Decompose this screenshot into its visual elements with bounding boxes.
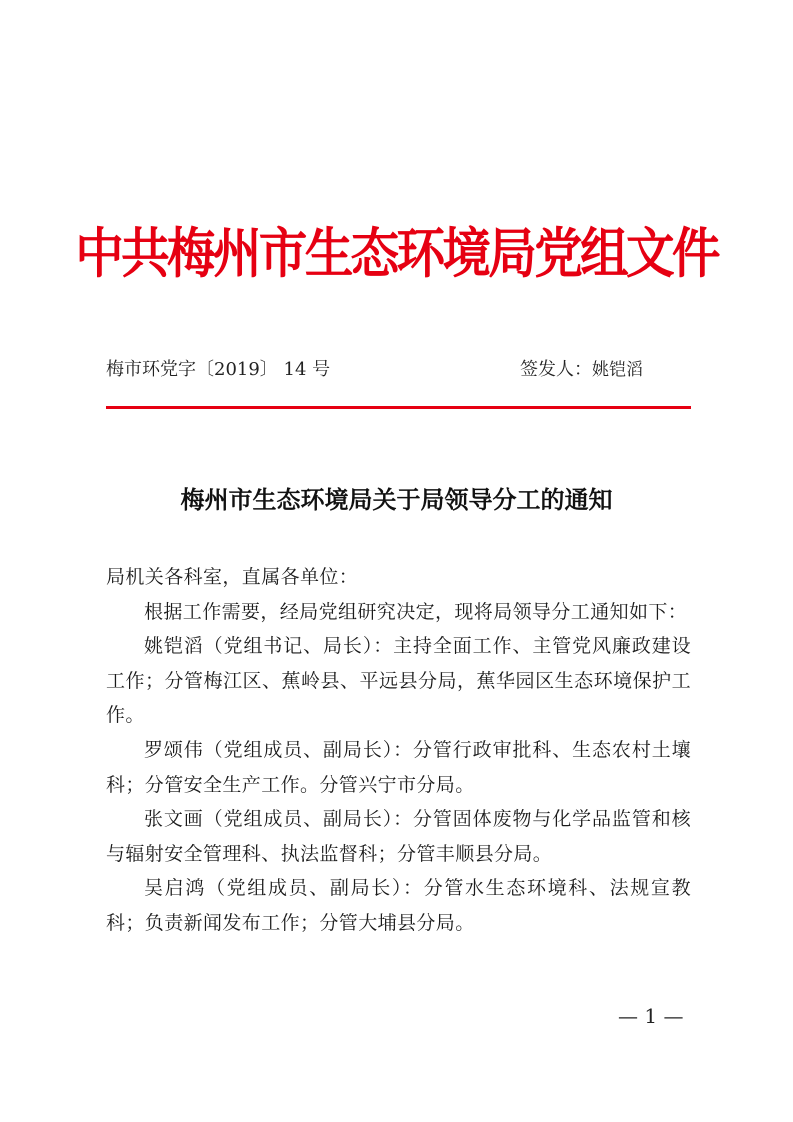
body-paragraph-wu: 吴启鸿（党组成员、副局长）：分管水生态环境科、法规宣教科；负责新闻发布工作；分管大埔县分局。 [106, 877, 691, 934]
body-paragraph-intro: 根据工作需要，经局党组研究决定，现将局领导分工通知如下： [144, 600, 688, 623]
body-paragraph-luo: 罗颂伟（党组成员、副局长）：分管行政审批科、生态农村土壤科；分管安全生产工作。分管兴宁市分局。 [106, 738, 691, 796]
red-divider-rule [106, 406, 691, 409]
signer-block [520, 356, 643, 384]
document-number: 梅市环党字〔2019〕 14 号 [106, 359, 331, 380]
page-number: — 1 — [618, 1004, 684, 1028]
signer-label: 签发人： [520, 359, 592, 380]
body-paragraph-zhang: 张文画（党组成员、副局长）：分管固体废物与化学品监管和核与辐射安全管理科、执法监督科；分管丰顺县分局。 [106, 808, 691, 865]
body-paragraph-yao: 姚铠滔（党组书记、局长）：主持全面工作、主管党风廉政建设工作；分管梅江区、蕉岭县、平远县分局，蕉华园区生态环境保护工作。 [106, 635, 691, 727]
document-header-title: 中共梅州市生态环境局党组文件 [75, 222, 718, 285]
salutation: 局机关各科室，直属各单位： [106, 566, 359, 588]
signer-name: 姚铠滔 [592, 360, 643, 380]
notice-body [106, 560, 691, 941]
notice-title: 梅州市生态环境局关于局领导分工的通知 [180, 485, 613, 514]
